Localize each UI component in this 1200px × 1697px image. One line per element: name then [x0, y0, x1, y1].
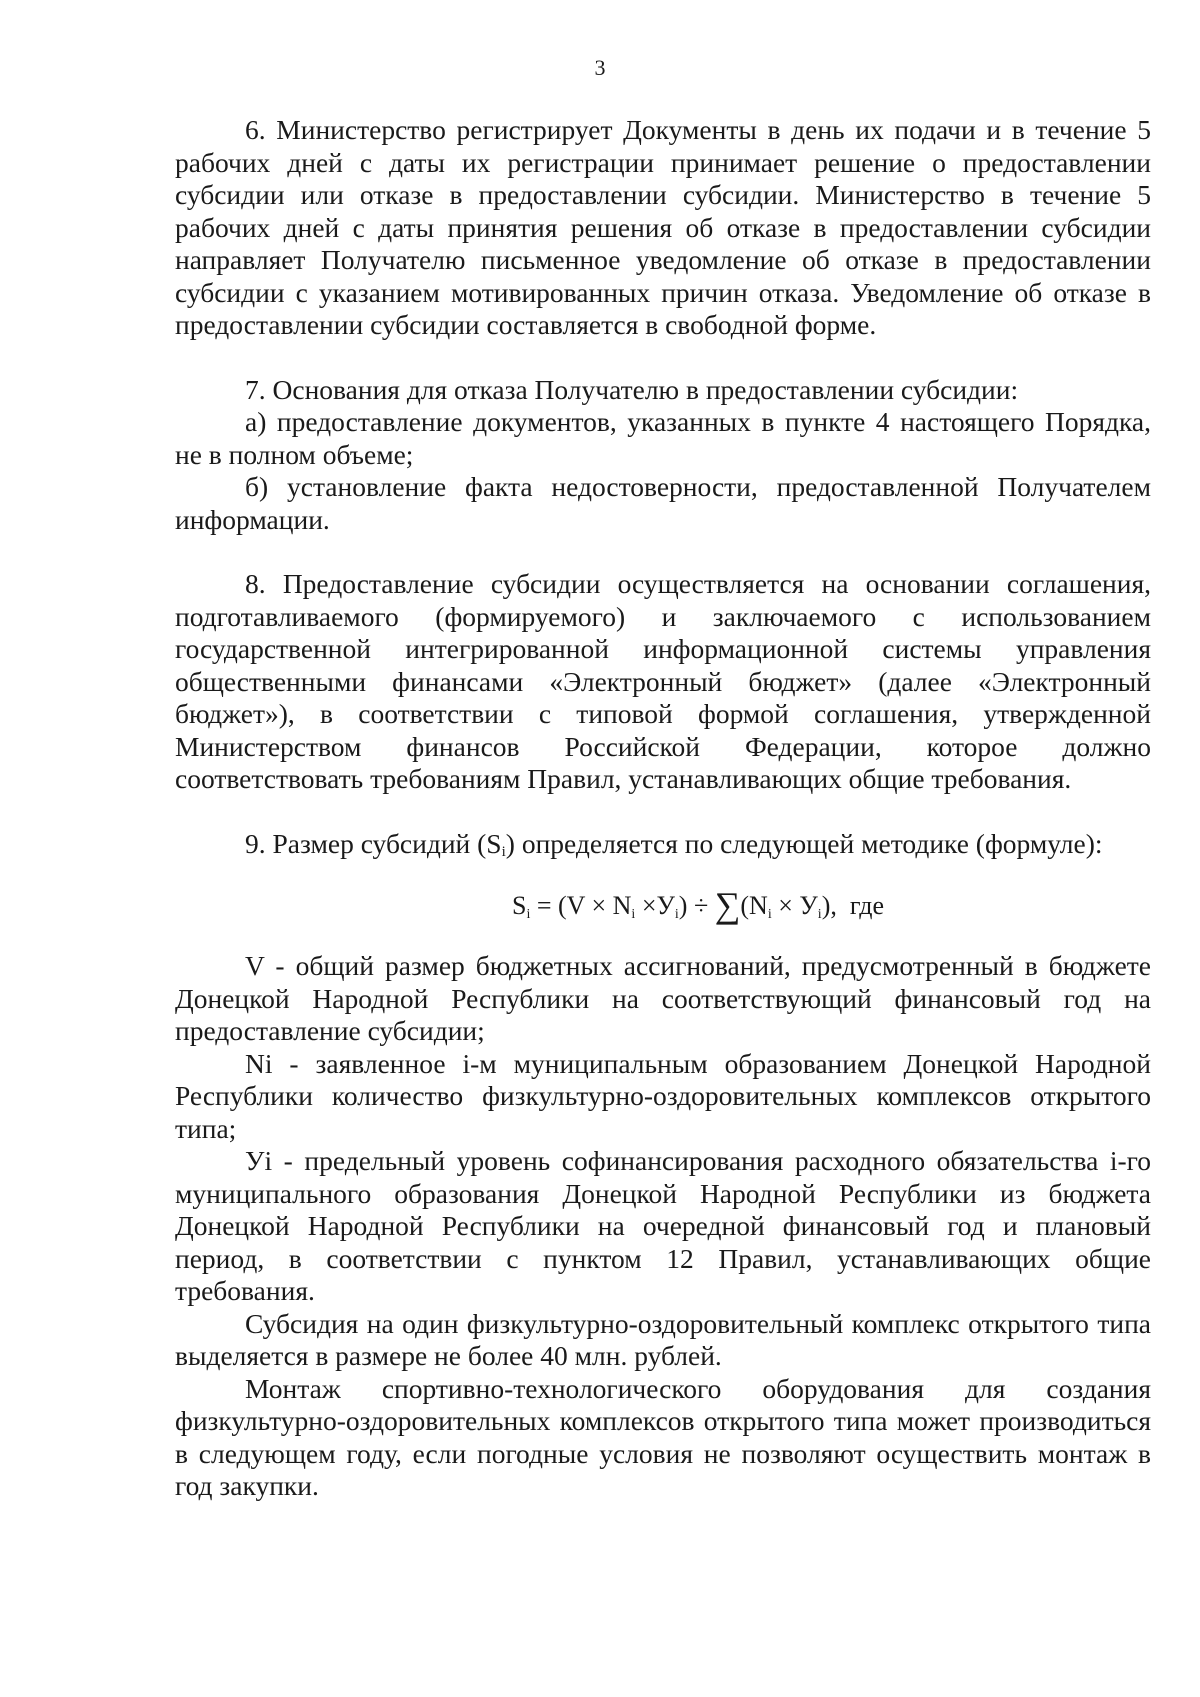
paragraph-7a: а) предоставление документов, указанных в пункте 4 настоящего Порядка, не в полном объеме; — [175, 406, 1151, 470]
paragraph-9-subscript: i — [501, 843, 506, 860]
paragraph-7: 7. Основания для отказа Получателю в предоставлении субсидии: — [245, 373, 1019, 405]
definition-ni: Ni - заявленное i-м муниципальным образованием Донецкой Народной Республики количество физкультурно-оздоровительных комплексов открытого типа; — [175, 1047, 1151, 1144]
formula-times-y2: × У — [771, 891, 818, 920]
formula-paren-n: (N — [740, 891, 768, 920]
paragraph-6: 6. Министерство регистрирует Документы в день их подачи и в течение 5 рабочих дней с даты их регистрации принимает решение о предоставлении субсидии или отказе в предоставлении субсидии. Министерство в течение 5 рабочих дней с даты принятия решения об отказе в предоставлении субсидии направляет Получателю письменное уведомление об отказе в предоставлении субсидии с указанием мотивированных причин отказа. Уведомление об отказе в предоставлении субсидии составляется в свободной форме. — [175, 114, 1151, 340]
subsidy-limit-paragraph: Субсидия на один физкультурно-оздоровительный комплекс открытого типа выделяется в размере не более 40 млн. рублей. — [175, 1307, 1151, 1371]
installation-paragraph: Монтаж спортивно-технологического оборудования для создания физкультурно-оздоровительных комплексов открытого типа может производиться в следующем году, если погодные условия не позволяют осуществить монтаж в год закупки. — [175, 1372, 1151, 1501]
formula-eq-open: = (V × N — [530, 891, 632, 920]
page-number: 3 — [594, 55, 606, 80]
formula-n2-subscript: i — [767, 907, 772, 922]
formula-sum-sign: ∑ — [714, 885, 741, 925]
paragraph-9-end: ) определяется по следующей методике (формуле): — [505, 827, 1103, 859]
subsidy-formula — [175, 886, 1151, 926]
formula-n-subscript: i — [631, 907, 636, 922]
formula-y-subscript: i — [674, 907, 679, 922]
paragraph-9 — [175, 828, 1151, 861]
definition-v: V - общий размер бюджетных ассигнований, предусмотренный в бюджете Донецкой Народной Республики на соответствующий финансовый год на предоставление субсидии; — [175, 950, 1151, 1046]
formula-times-y: ×У — [635, 891, 675, 920]
paragraph-7b: б) установление факта недостоверности, предоставленной Получателем информации. — [175, 471, 1151, 535]
formula-close: ), — [821, 891, 837, 920]
formula-where: где — [849, 891, 884, 920]
paragraph-9-start: 9. Размер субсидий (S — [245, 827, 502, 859]
definition-yi: Уi - предельный уровень софинансирования расходного обязательства i-го муниципального образования Донецкой Народной Республики из бюджета Донецкой Народной Республики на очередной финансовый год и плановый период, в соответствии с пунктом 12 Правил, устанавливающих общие требования. — [175, 1145, 1151, 1306]
formula-s: S — [511, 891, 527, 920]
document-body — [175, 114, 1151, 1503]
formula-y2-subscript: i — [817, 907, 822, 922]
paragraph-8: 8. Предоставление субсидии осуществляется на основании соглашения, подготавливаемого (формируемого) и заключаемого с использованием государственной интегрированной информационной системы управления общественными финансами «Электронный бюджет» (далее «Электронный бюджет»), в соответствии с типовой формой соглашения, утвержденной Министерством финансов Российской Федерации, которое должно соответствовать требованиям Правил, устанавливающих общие требования. — [175, 568, 1151, 794]
formula-s-subscript: i — [526, 907, 531, 922]
formula-close-div: ) ÷ — [678, 891, 715, 920]
